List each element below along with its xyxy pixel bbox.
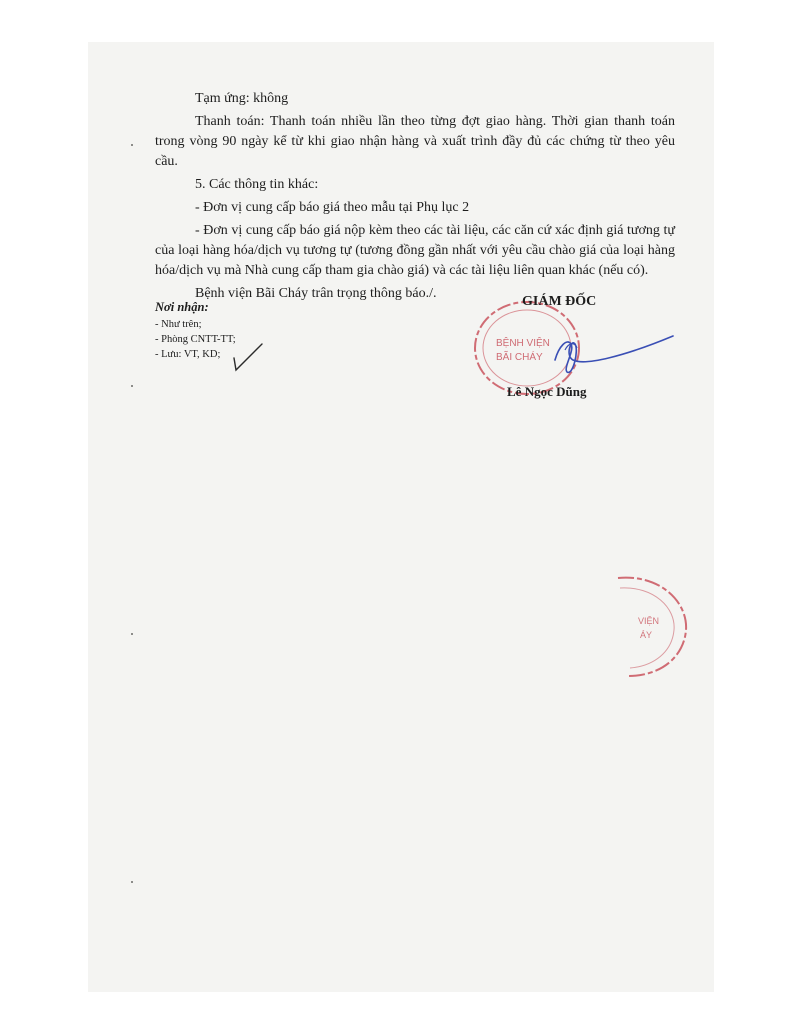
- recipients-heading: Nơi nhận:: [155, 300, 209, 314]
- closing-text: Bệnh viện Bãi Cháy trân trọng thông báo./.: [195, 286, 437, 301]
- stamp-text-line1: BỆNH VIỆN: [496, 338, 550, 349]
- other-info-item-2: - Đơn vị cung cấp báo giá nộp kèm theo các tài liệu, các căn cứ xác định giá tương tự của loại hàng hóa/dịch vụ tương tự (tương đồng gần nhất với yêu cầu chào giá của loại hàng hóa/dịch vụ mà Nhà cung cấp tham gia chào giá) và các tài liệu liên quan khác (nếu có).: [155, 223, 675, 278]
- margin-mark: [131, 385, 133, 387]
- partial-stamp-text-1: VIỆN: [638, 616, 660, 626]
- signer-title: GIÁM ĐỐC: [522, 294, 597, 309]
- margin-mark: [131, 881, 133, 883]
- payment-terms-text: Thanh toán: Thanh toán nhiều lần theo từng đợt giao hàng. Thời gian thanh toán trong vòng 90 ngày kể từ khi giao nhận hàng và xuất trình đầy đủ các chứng từ theo yêu cầu.: [155, 114, 675, 169]
- stamp-text-line2: BÃI CHÁY: [496, 352, 543, 363]
- handwritten-tick-mark: [226, 338, 266, 374]
- partial-stamp-text-2: ÁY: [640, 630, 653, 640]
- other-info-item-1: - Đơn vị cung cấp báo giá theo mẫu tại Phụ lục 2: [195, 200, 470, 215]
- recipients-block: [155, 300, 236, 362]
- margin-mark: [131, 144, 133, 146]
- other-info-heading: 5. Các thông tin khác:: [195, 177, 319, 192]
- document-body: [155, 89, 675, 307]
- director-signature: [545, 320, 680, 390]
- advance-payment-text: Tạm ứng: không: [195, 91, 289, 106]
- signer-name: Lê Ngọc Dũng: [507, 384, 587, 399]
- recipient-item: - Phòng CNTT-TT;: [155, 334, 236, 345]
- recipient-item: - Như trên;: [155, 319, 202, 330]
- margin-mark: [131, 633, 133, 635]
- partial-page-stamp: [610, 572, 690, 680]
- recipient-item: - Lưu: VT, KD;: [155, 349, 221, 360]
